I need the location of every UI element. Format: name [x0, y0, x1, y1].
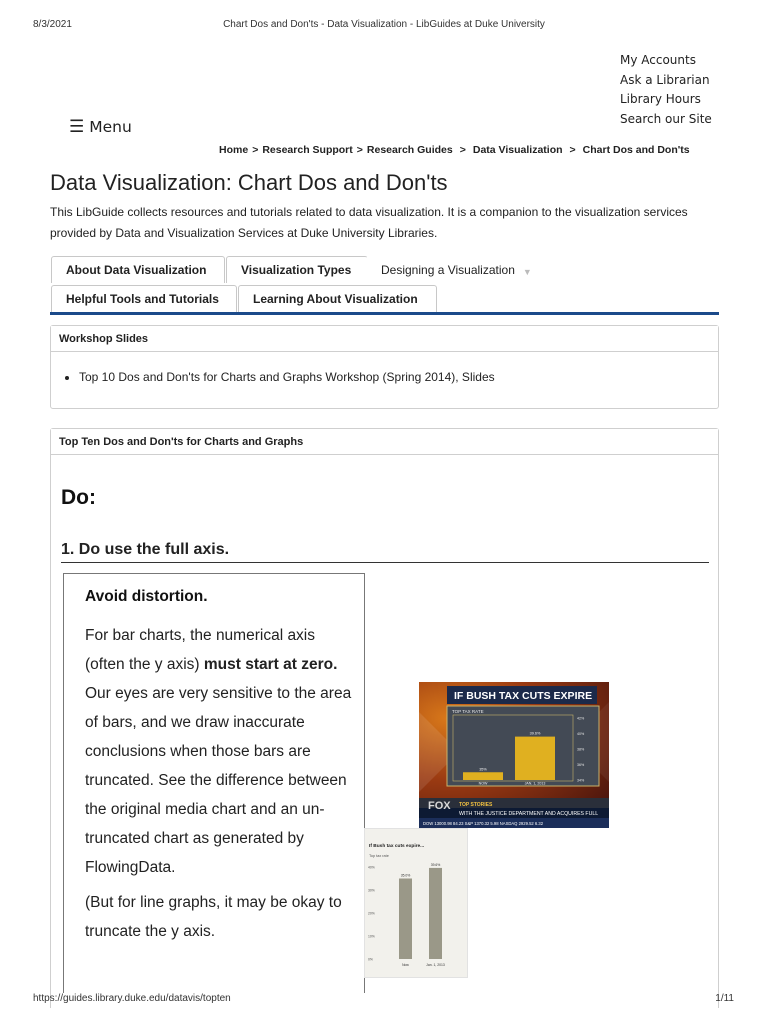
breadcrumb-data-visualization[interactable]: Data Visualization: [472, 144, 563, 156]
breadcrumb-current: Chart Dos and Don'ts: [582, 144, 690, 156]
hamburger-icon: ☰: [69, 116, 85, 137]
callout-paragraph: [85, 621, 352, 882]
my-accounts-link[interactable]: My Accounts: [620, 53, 696, 67]
fox-ticker-text: WITH THE JUSTICE DEPARTMENT AND ACQUIRES FULL: [459, 811, 599, 817]
fd-bar: [429, 868, 442, 959]
print-date: 8/3/2021: [33, 19, 72, 30]
fox-bar-value: 39.6%: [529, 731, 541, 736]
fd-y-tick-label: 40%: [368, 865, 375, 870]
callout-emphasis: must start at zero.: [203, 656, 338, 673]
search-our-site-link[interactable]: Search our Site: [620, 111, 712, 126]
fd-sublabel: Top tax rate: [369, 854, 389, 858]
fox-bar-value: 35%: [479, 767, 487, 772]
callout-text: Our eyes are very sensitive to the area of bars, and we draw inaccurate conclusions when those bars are truncated. See the difference between the original media chart and an un-truncated chart as generated by FlowingData.: [85, 685, 352, 876]
box-heading: Workshop Slides: [51, 326, 718, 352]
callout-paragraph: (But for line graphs, it may be okay to truncate the y axis.: [85, 894, 342, 940]
breadcrumb-separator: >: [356, 144, 363, 156]
print-title: Chart Dos and Don'ts - Data Visualization - LibGuides at Duke University: [223, 19, 545, 30]
fox-bar-label: JAN. 1, 2013: [524, 781, 546, 786]
fox-news-chart-image: [419, 682, 609, 828]
fox-headline: IF BUSH TAX CUTS EXPIRE: [454, 690, 593, 702]
fox-y-tick-label: 34%: [577, 778, 585, 783]
breadcrumb-separator: >: [459, 144, 466, 156]
fox-bar-label: NOW: [478, 781, 488, 786]
box-heading: Top Ten Dos and Don'ts for Charts and Graphs: [51, 429, 718, 455]
caret-down-icon[interactable]: ▼: [522, 266, 532, 277]
do-heading: Do:: [61, 486, 96, 509]
tab-label: Visualization Types: [241, 263, 352, 277]
fox-logo: FOX: [428, 800, 451, 812]
breadcrumb-separator: >: [252, 144, 259, 156]
tabs-divider: [50, 312, 719, 315]
fox-y-tick-label: 38%: [577, 747, 585, 752]
breadcrumb-home[interactable]: Home: [219, 144, 249, 156]
print-url: https://guides.library.duke.edu/datavis/topten: [33, 993, 231, 1004]
fox-y-tick-label: 42%: [577, 716, 585, 721]
workshop-slides-link[interactable]: • Top 10 Dos and Don'ts for Charts and Graphs Workshop (Spring 2014), Slides: [79, 370, 718, 384]
fd-y-tick-label: 20%: [368, 911, 375, 916]
fd-bars: [399, 863, 445, 967]
fox-y-tick-label: 36%: [577, 763, 585, 767]
fd-y-ticks: [368, 865, 375, 961]
tab-label: Learning About Visualization: [253, 292, 418, 306]
tab-label: Designing a Visualization: [381, 263, 515, 277]
callout-text: For bar charts, the numerical axis (often the y axis): [85, 627, 316, 673]
page-intro: This LibGuide collects resources and tutorials related to data visualization. It is a companion to the visualization services provided by Data and Visualization Services at Duke University Libraries.: [50, 205, 688, 240]
fox-ticker-label: TOP STORIES: [459, 802, 493, 808]
tab-about-data-visualization[interactable]: [51, 256, 225, 283]
print-page-number: 1/11: [715, 993, 734, 1004]
workshop-list: [51, 370, 718, 384]
tab-label: Helpful Tools and Tutorials: [66, 292, 219, 306]
fox-bar: [463, 772, 503, 780]
menu-button[interactable]: [69, 118, 132, 136]
fox-market-text: DOW 13000.98 84.23 S&P 1370.32 5.98 NASDAQ 2929.52 6.32: [423, 821, 544, 826]
menu-label: Menu: [89, 118, 132, 136]
fd-bar-label: Jan. 1, 2013: [426, 963, 445, 967]
utility-links: [620, 52, 712, 130]
tab-designing-a-visualization[interactable]: [366, 256, 556, 283]
breadcrumb: [219, 144, 690, 156]
fox-sublabel: TOP TAX RATE: [452, 709, 484, 714]
callout-title: Avoid distortion.: [85, 588, 208, 605]
breadcrumb-separator: >: [569, 144, 576, 156]
fd-bar-label: Now: [402, 963, 409, 967]
fd-bar-value: 35.0%: [400, 873, 411, 878]
tab-learning-about-visualization[interactable]: [238, 285, 437, 312]
fd-y-tick-label: 10%: [368, 934, 375, 939]
workshop-slides-box: [50, 325, 719, 409]
ask-a-librarian-link[interactable]: Ask a Librarian: [620, 72, 710, 87]
library-hours-link[interactable]: Library Hours: [620, 92, 701, 106]
fd-bar: [399, 879, 412, 960]
flowingdata-chart-image: [364, 828, 468, 978]
breadcrumb-research-guides[interactable]: Research Guides: [366, 144, 453, 156]
fox-y-tick-label: 40%: [577, 732, 585, 736]
fox-news-chart: [419, 682, 609, 828]
fox-bar: [515, 737, 555, 780]
tab-label: About Data Visualization: [66, 263, 207, 277]
fd-title: If Bush tax cuts expire...: [369, 844, 425, 849]
breadcrumb-research-support[interactable]: Research Support: [262, 144, 353, 156]
flowingdata-chart: [365, 829, 469, 979]
item-heading: 1. Do use the full axis.: [61, 541, 709, 563]
fd-bar-value: 39.6%: [430, 863, 441, 868]
fd-y-tick-label: 30%: [368, 888, 375, 893]
callout-box: [63, 573, 365, 993]
tab-visualization-types[interactable]: [226, 256, 368, 283]
fd-y-tick-label: 0%: [368, 957, 373, 962]
page-title: Data Visualization: Chart Dos and Don'ts: [50, 170, 448, 195]
tab-helpful-tools-and-tutorials[interactable]: [51, 285, 237, 312]
